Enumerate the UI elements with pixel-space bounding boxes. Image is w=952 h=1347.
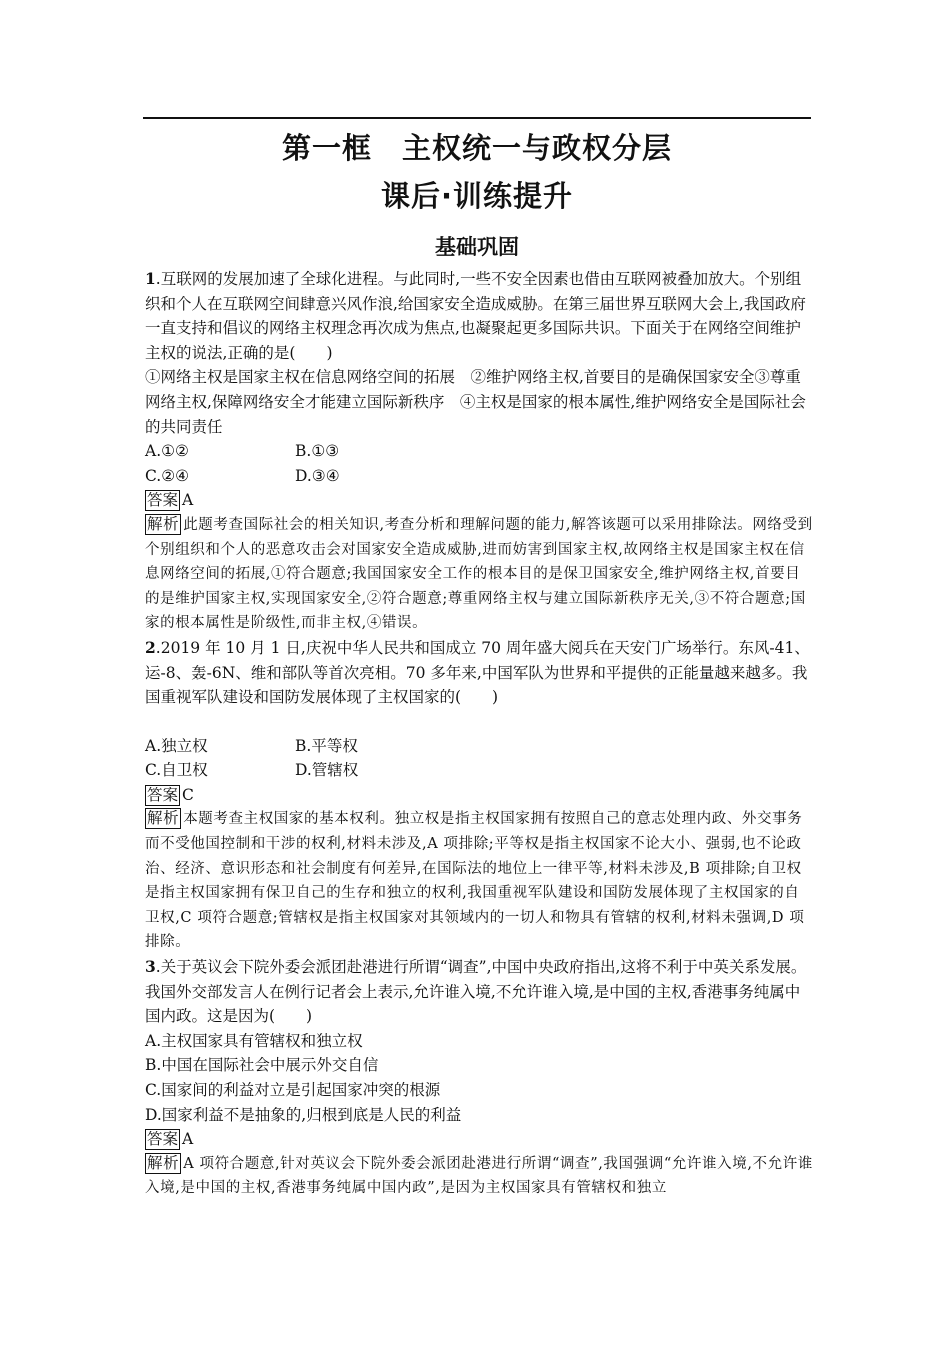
explanation-tag: 解析 [147, 1153, 180, 1172]
option-d: D.国家利益不是抽象的,归根到底是人民的利益 [145, 1105, 462, 1124]
option-a: A.①② [145, 442, 189, 461]
question-3 [145, 955, 813, 1201]
page-title: 第一框 主权统一与政权分层 [281, 131, 672, 165]
answer-line [145, 783, 813, 808]
question-statements: ①网络主权是国家主权在信息网络空间的拓展 ②维护网络主权,首要目的是确保国家安全③尊重网络主权,保障网络安全才能建立国际新秩序 ④主权是国家的根本属性,维护网络安全是国际社会的共同责任 [145, 368, 806, 436]
answer-tag: 答案 [147, 785, 179, 804]
answer-value: C [182, 785, 194, 804]
page-subtitle: 课后·训练提升 [380, 179, 574, 213]
answer-line [145, 488, 813, 513]
explanation-tag: 解析 [147, 809, 180, 828]
option-b: B.①③ [295, 442, 340, 461]
top-rule [143, 117, 811, 119]
explanation-tag: 解析 [147, 514, 180, 533]
question-stem: 2.2019 年 10 月 1 日,庆祝中华人民共和国成立 70 周年盛大阅兵在天安门广场举行。东风-41、运-8、轰-6N、维和部队等首次亮相。70 多年来,中国军队为世界和平提供的正能量越来越多。我国重视军队建设和国防发展体现了主权国家的( ) [145, 637, 810, 707]
explanation: 解析 A 项符合题意,针对英议会下院外委会派团赴港进行所谓“调查”,我国强调“允许谁入境,不允许谁入境,是中国的主权,香港事务纯属中国内政”,是因为主权国家具有管辖权和独立 [145, 1153, 813, 1197]
question-list [145, 267, 813, 1201]
section-heading: 基础巩固 [435, 235, 519, 259]
question-number: 2 [145, 637, 156, 657]
answer-tag: 答案 [147, 1130, 179, 1149]
question-number: 1 [145, 269, 156, 288]
option-c: C.②④ [145, 466, 190, 485]
answer-value: A [182, 1130, 194, 1149]
explanation: 解析 本题考查主权国家的基本权利。独立权是指主权国家拥有按照自己的意志处理内政、外交事务而不受他国控制和干涉的权利,材料未涉及,A 项排除;平等权是指主权国家不论大小、强弱,也不论政治、经济、意识形态和社会制度有何差异,在国际法的地位上一律平等,材料未涉及,B 项排除;自卫权是指主权国家拥有保卫自己的生存和独立的权利,我国重视军队建设和国防发展体现了主权国家的自卫权,C 项符合题意;管辖权是指主权国家对其领域内的一切人和物具有管辖的权利,材料未强调,D 项排除。 [145, 809, 805, 951]
options-row [145, 464, 813, 489]
option-c: C.自卫权 [145, 761, 208, 780]
question-1 [145, 267, 813, 636]
options-row [145, 439, 813, 464]
answer-tag: 答案 [147, 491, 179, 510]
option-b: B.中国在国际社会中展示外交自信 [145, 1056, 379, 1075]
question-2 [145, 636, 813, 955]
options-row [145, 758, 813, 783]
option-d: D.③④ [295, 466, 340, 485]
question-stem: 3.关于英议会下院外委会派团赴港进行所谓“调查”,中国中央政府指出,这将不利于中英关系发展。我国外交部发言人在例行记者会上表示,允许谁入境,不允许谁入境,是中国的主权,香港事务纯属中国内政。这是因为( ) [145, 957, 807, 1026]
answer-value: A [182, 491, 194, 510]
options-row [145, 734, 813, 759]
option-d: D.管辖权 [295, 761, 359, 780]
answer-line [145, 1127, 813, 1152]
option-c: C.国家间的利益对立是引起国家冲突的根源 [145, 1081, 441, 1099]
option-b: B.平等权 [295, 736, 358, 755]
option-a: A.主权国家具有管辖权和独立权 [145, 1031, 363, 1050]
explanation: 解析 此题考查国际社会的相关知识,考查分析和理解问题的能力,解答该题可以采用排除法。网络受到个别组织和个人的恶意攻击会对国家安全造成威胁,进而妨害到国家主权,故网络主权是国家主权在信息网络空间的拓展,①符合题意;我国国家安全工作的根本目的是保卫国家安全,维护网络主权,首要目的是维护国家主权,实现国家安全,②符合题意;尊重网络主权与建立国际新秩序无关,③不符合题意;国家的根本属性是阶级性,而非主权,④错误。 [145, 514, 813, 632]
question-number: 3 [145, 957, 156, 977]
question-stem: 1.互联网的发展加速了全球化进程。与此同时,一些不安全因素也借由互联网被叠加放大。个别组织和个人在互联网空间肆意兴风作浪,给国家安全造成威胁。在第三届世界互联网大会上,我国政府一直支持和倡议的网络主权理念再次成为焦点,也凝聚起更多国际共识。下面关于在网络空间维护主权的说法,正确的是( ) [145, 269, 806, 362]
option-a: A.独立权 [145, 736, 208, 755]
